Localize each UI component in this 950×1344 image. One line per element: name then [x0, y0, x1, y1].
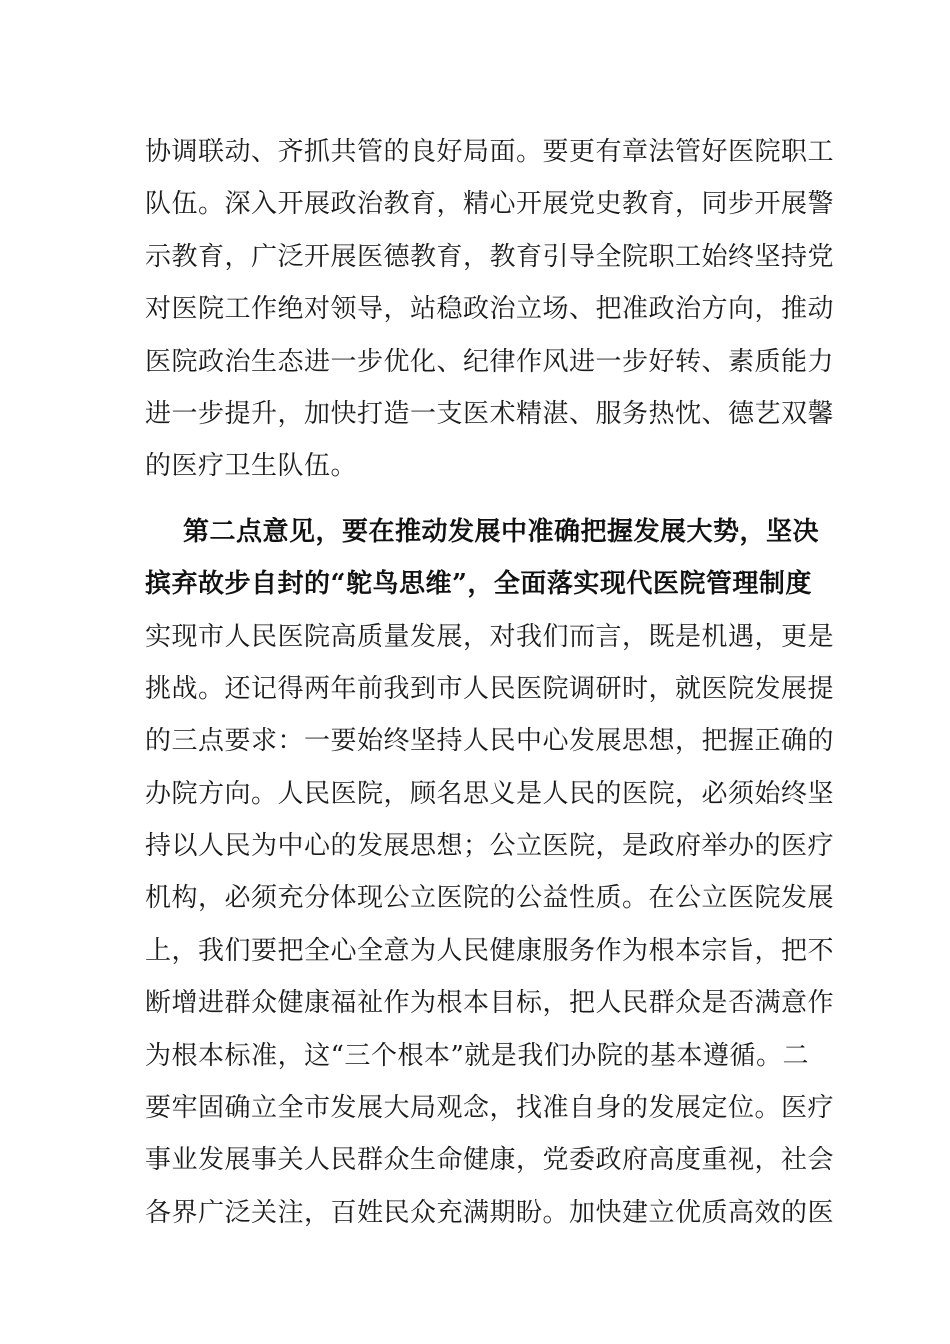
text-line: 协调联动、齐抓共管的良好局面。要更有章法管好医院职工 — [145, 137, 835, 167]
text-line: 医院政治生态进一步优化、纪律作风进一步好转、素质能力 — [145, 346, 835, 377]
text-line: 各界广泛关注，百姓民众充满期盼。加快建立优质高效的医 — [145, 1197, 835, 1228]
text-line: 挑战。还记得两年前我到市人民医院调研时，就医院发展提 — [145, 673, 835, 704]
text-line: 断增进群众健康福祉作为根本目标，把人民群众是否满意作 — [145, 988, 835, 1019]
text-line: 实现市人民医院高质量发展，对我们而言，既是机遇，更是 — [145, 621, 835, 652]
text-line: 队伍。深入开展政治教育，精心开展党史教育，同步开展警 — [145, 189, 835, 220]
text-line: 为根本标准，这“三个根本”就是我们办院的基本遵循。二 — [145, 1040, 809, 1071]
text-line: 上，我们要把全心全意为人民健康服务作为根本宗旨，把不 — [145, 935, 835, 966]
paragraph-1 — [145, 126, 835, 493]
text-line: 办院方向。人民医院，顾名思义是人民的医院，必须始终坚 — [145, 778, 835, 809]
document-body — [145, 126, 835, 1239]
text-line: 对医院工作绝对领导，站稳政治立场、把准政治方向，推动 — [145, 294, 835, 325]
text-line: 持以人民为中心的发展思想；公立医院，是政府举办的医疗 — [145, 831, 835, 862]
text-line: 机构，必须充分体现公立医院的公益性质。在公立医院发展 — [145, 883, 835, 914]
paragraph-2 — [145, 506, 835, 1239]
text-line: 的医疗卫生队伍。 — [145, 451, 358, 482]
section-heading-line: 第二点意见，要在推动发展中准确把握发展大势，坚决 — [183, 516, 820, 547]
text-line: 的三点要求：一要始终坚持人民中心发展思想，把握正确的 — [145, 726, 835, 757]
text-line: 要牢固确立全市发展大局观念，找准自身的发展定位。医疗 — [145, 1093, 835, 1124]
text-line: 示教育，广泛开展医德教育，教育引导全院职工始终坚持党 — [145, 241, 835, 272]
section-heading-line: 摈弃故步自封的“鸵鸟思维”，全面落实现代医院管理制度 — [145, 569, 812, 600]
text-line: 进一步提升，加快打造一支医术精湛、服务热忱、德艺双馨 — [145, 398, 835, 429]
text-line: 事业发展事关人民群众生命健康，党委政府高度重视，社会 — [145, 1145, 835, 1176]
paragraph-spacer — [145, 493, 809, 506]
